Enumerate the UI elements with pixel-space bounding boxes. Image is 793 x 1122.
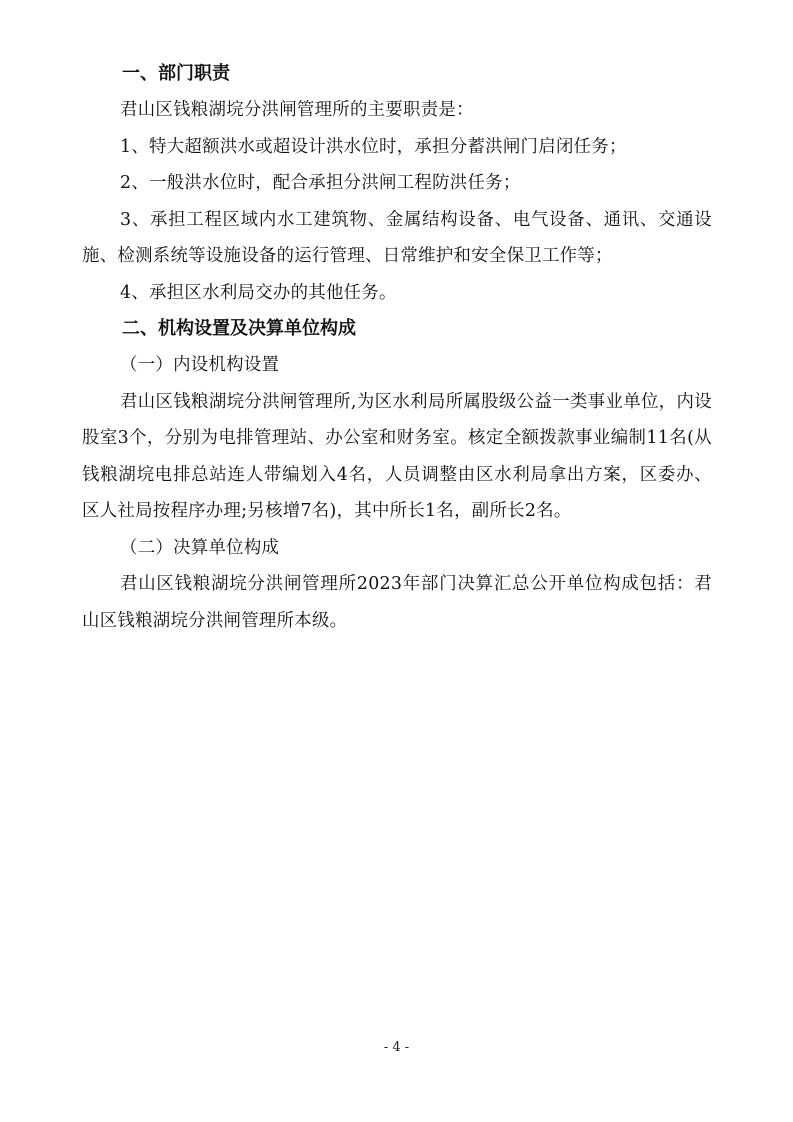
duties-intro: 君山区钱粮湖垸分洪闸管理所的主要职责是： bbox=[120, 100, 474, 120]
duty-item-1: 1、特大超额洪水或超设计洪水位时，承担分蓄洪闸门启闭任务； bbox=[120, 136, 627, 157]
duty-item-2: 2、一般洪水位时，配合承担分洪闸工程防洪任务； bbox=[120, 173, 521, 193]
internal-organization-text: 君山区钱粮湖垸分洪闸管理所,为区水利局所属股级公益一类事业单位，内设股室3个，分别为电排管理站、办公室和财务室。核定全额拨款事业编制11名(从钱粮湖垸电排总站连人带编划入4名，人员调整由区水利局拿出方案，区委办、区人社局按程序办理;另核增7名)，其中所长1名，副所长2名。 bbox=[82, 391, 712, 521]
section-heading-duties: 一、部门职责 bbox=[122, 63, 230, 84]
subsection-title-internal: （一）内设机构设置 bbox=[120, 355, 280, 375]
page-content bbox=[82, 56, 712, 639]
duty-item-4: 4、承担区水利局交办的其他任务。 bbox=[120, 282, 397, 303]
subsection-title-units: （二）决算单位构成 bbox=[120, 537, 280, 558]
section-heading-organization: 二、机构设置及决算单位构成 bbox=[122, 318, 356, 339]
duty-item-3: 3、承担工程区域内水工建筑物、金属结构设备、电气设备、通讯、交通设施、检测系统等设施设备的运行管理、日常维护和安全保卫工作等； bbox=[82, 209, 712, 266]
page-number: - 4 - bbox=[383, 1040, 410, 1055]
units-composition-text: 君山区钱粮湖垸分洪闸管理所2023年部门决算汇总公开单位构成包括：君山区钱粮湖垸分洪闸管理所本级。 bbox=[82, 574, 712, 631]
